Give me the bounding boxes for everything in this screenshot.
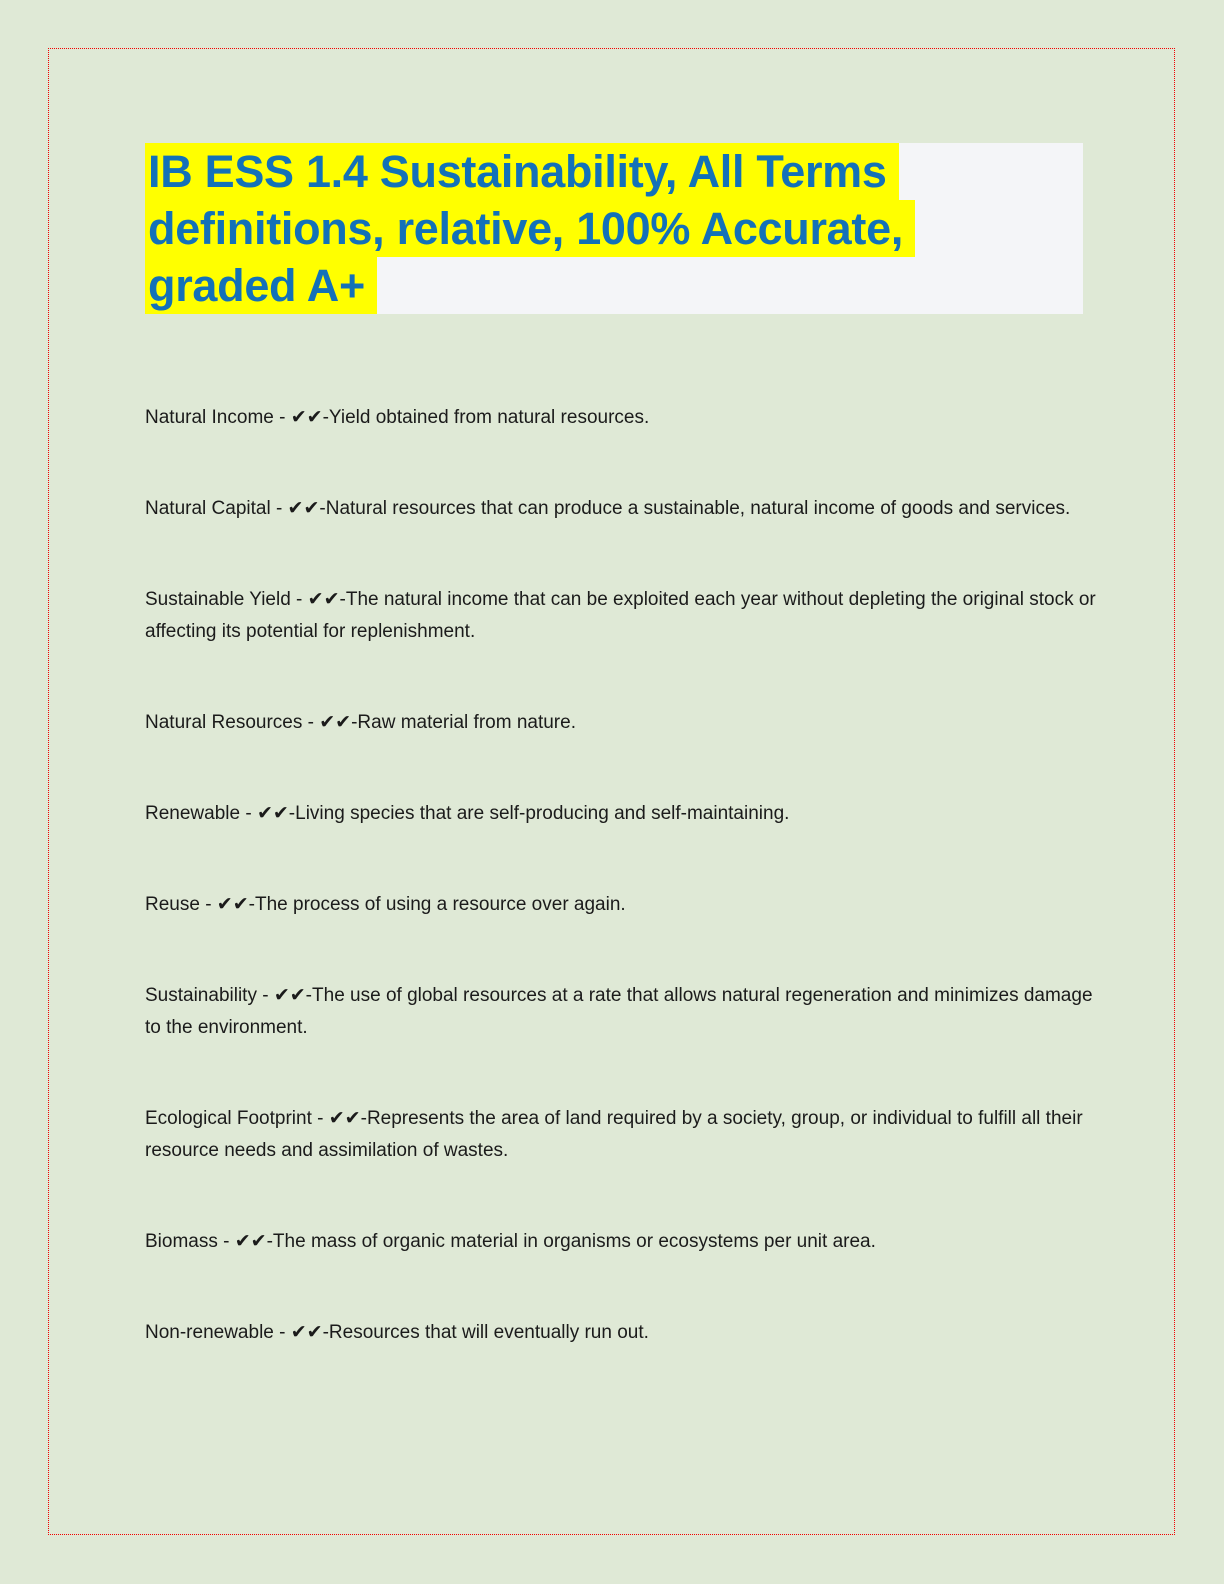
term-definition: The use of global resources at a rate that allows natural regeneration and minimizes damage to the environment.	[145, 985, 1093, 1038]
term-item	[145, 980, 1105, 1044]
term-label: Non-renewable	[145, 1322, 274, 1343]
term-label: Sustainability	[145, 985, 257, 1006]
double-check-separator: - ✔✔-	[273, 1322, 329, 1343]
term-definition: The natural income that can be exploited each year without depleting the original stock or affecting its potential for replenishment.	[145, 589, 1096, 642]
page-content	[145, 143, 1105, 1349]
term-label: Ecological Footprint	[145, 1108, 312, 1129]
terms-list	[145, 402, 1105, 1349]
term-definition: Yield obtained from natural resources.	[328, 407, 650, 428]
double-check-separator: - ✔✔-	[240, 803, 296, 824]
double-check-separator: - ✔✔-	[290, 589, 346, 610]
term-item	[145, 1317, 1105, 1349]
double-check-separator: - ✔✔-	[256, 985, 313, 1006]
term-label: Sustainable Yield	[145, 589, 291, 610]
term-item	[145, 1103, 1105, 1167]
term-label: Reuse	[145, 894, 200, 915]
title-highlight: definitions, relative, 100% Accurate,	[145, 200, 915, 257]
title-highlight: IB ESS 1.4 Sustainability, All Terms	[145, 143, 899, 200]
term-definition: Living species that are self-producing and self-maintaining.	[295, 803, 790, 824]
title-line	[145, 257, 1083, 314]
title-line	[145, 143, 1083, 200]
title-highlight: graded A+	[145, 257, 377, 314]
double-check-separator: - ✔✔-	[270, 498, 326, 519]
term-definition: Represents the area of land required by a society, group, or individual to fulfill all their resource needs and assimilation of wastes.	[145, 1108, 1083, 1161]
term-label: Natural Income	[145, 407, 274, 428]
double-check-separator: - ✔✔-	[199, 894, 255, 915]
term-item	[145, 1226, 1105, 1258]
term-label: Natural Capital	[145, 498, 271, 519]
term-item	[145, 402, 1105, 434]
term-label: Natural Resources	[145, 712, 303, 733]
title-block	[145, 143, 1083, 314]
term-definition: The process of using a resource over again.	[254, 894, 626, 915]
double-check-separator: - ✔✔-	[302, 712, 358, 733]
term-label: Biomass	[145, 1231, 218, 1252]
term-definition: Raw material from nature.	[357, 712, 576, 733]
title-line	[145, 200, 1083, 257]
double-check-separator: - ✔✔-	[217, 1231, 273, 1252]
term-definition: Resources that will eventually run out.	[328, 1322, 649, 1343]
term-item	[145, 493, 1105, 525]
term-item	[145, 707, 1105, 739]
double-check-separator: - ✔✔-	[273, 407, 329, 428]
term-definition: The mass of organic material in organisms or ecosystems per unit area.	[272, 1231, 876, 1252]
double-check-separator: - ✔✔-	[311, 1108, 367, 1129]
term-definition: Natural resources that can produce a sustainable, natural income of goods and services.	[325, 498, 1071, 519]
term-item	[145, 584, 1105, 648]
term-label: Renewable	[145, 803, 241, 824]
term-item	[145, 798, 1105, 830]
term-item	[145, 889, 1105, 921]
